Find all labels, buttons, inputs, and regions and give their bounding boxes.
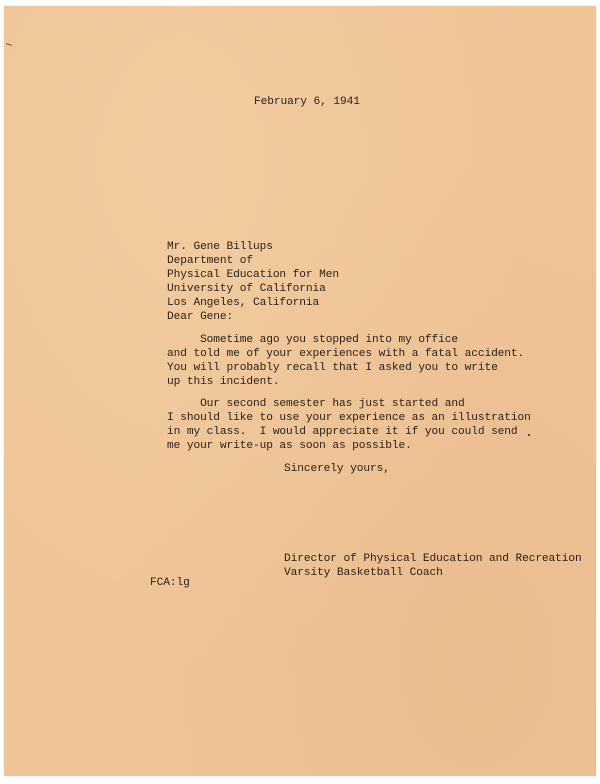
salutation: Dear Gene: bbox=[167, 311, 234, 323]
body-line: You will probably recall that I asked you to write bbox=[167, 362, 498, 374]
closing: Sincerely yours, bbox=[284, 463, 390, 475]
body-line: Sometime ago you stopped into my office bbox=[167, 334, 458, 346]
letter-page bbox=[4, 6, 596, 776]
body-line: and told me of your experiences with a fatal accident. bbox=[167, 348, 525, 360]
recipient-line: Mr. Gene Billups bbox=[167, 241, 273, 253]
recipient-line: University of California bbox=[167, 283, 326, 295]
recipient-line: Department of bbox=[167, 255, 253, 267]
body-line: I should like to use your experience as an illustration bbox=[167, 412, 531, 424]
reference-initials: FCA:lg bbox=[150, 577, 190, 589]
stray-ink-mark bbox=[528, 434, 530, 436]
body-line: in my class. I would appreciate it if you could send bbox=[167, 426, 518, 438]
recipient-line: Los Angeles, California bbox=[167, 297, 320, 309]
body-line: up this incident. bbox=[167, 376, 280, 388]
body-line: Our second semester has just started and bbox=[167, 398, 465, 410]
body-line: me your write-up as soon as possible. bbox=[167, 440, 412, 452]
letter-date: February 6, 1941 bbox=[254, 96, 360, 108]
signature-title: Varsity Basketball Coach bbox=[284, 567, 443, 579]
signature-title: Director of Physical Education and Recreation bbox=[284, 553, 582, 565]
recipient-line: Physical Education for Men bbox=[167, 269, 339, 281]
paper-edge-mark bbox=[6, 43, 12, 46]
